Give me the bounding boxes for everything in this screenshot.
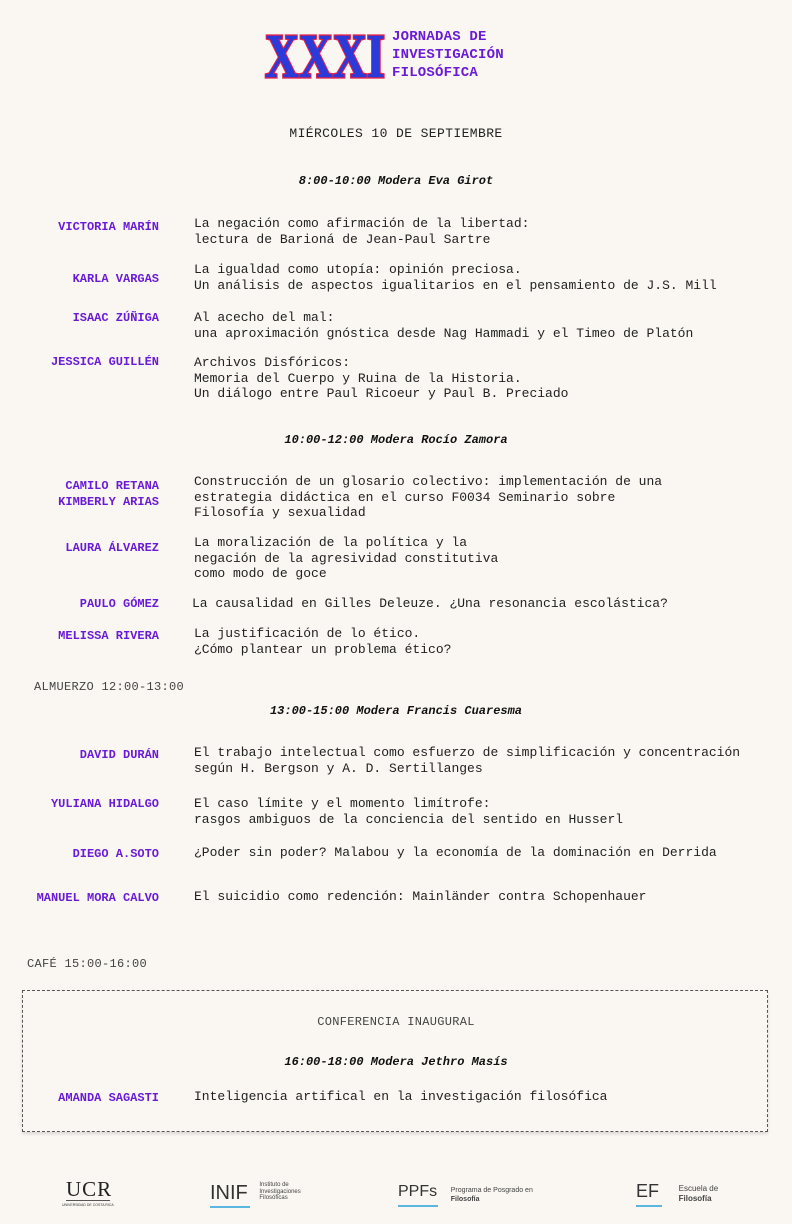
session-heading-3: 13:00-15:00 Modera Francis Cuaresma: [269, 704, 523, 718]
ucr-logo: [62, 1178, 118, 1214]
talk-title-line: negación de la agresividad constitutiva: [194, 550, 499, 566]
conference-speaker: AMANDA SAGASTI: [58, 1091, 159, 1105]
speaker-name: MELISSA RIVERA: [58, 629, 159, 643]
ppfs-logo: [398, 1178, 548, 1214]
ppfs-logo-name: PPFs: [398, 1183, 438, 1200]
logo-line-1: JORNADAS DE: [392, 29, 487, 45]
session-heading-1: 8:00-10:00 Modera Eva Girot: [298, 174, 494, 188]
logo-line-3: FILOSÓFICA: [392, 65, 479, 81]
talk-title: [194, 889, 646, 905]
talk-title-line: La negación como afirmación de la libertad:: [194, 216, 530, 231]
talk-title-line: La igualdad como utopía: opinión preciosa.: [194, 262, 522, 277]
talk-title-line: según H. Bergson y A. D. Sertillanges: [194, 760, 483, 776]
talk-title-line: ¿Cómo plantear un problema ético?: [194, 641, 452, 657]
speaker-name: JESSICA GUILLÉN: [50, 355, 159, 369]
speaker-name: PAULO GÓMEZ: [79, 597, 159, 611]
ppfs-logo-desc: [451, 1186, 533, 1204]
talk-title: [194, 216, 529, 247]
talk-title-line: una aproximación gnóstica desde Nag Hammadi y el Timeo de Platón: [194, 325, 694, 341]
talk-title: [194, 845, 717, 861]
inif-logo-name: INIF: [210, 1182, 248, 1204]
talk-title-line: Archivos Disfóricos:: [194, 355, 351, 370]
ucr-logo-subtitle: UNIVERSIDAD DE COSTA RICA: [62, 1203, 114, 1207]
talk-title-line: Un diálogo entre Paul Ricoeur y Paul B. Preciado: [194, 386, 569, 401]
inif-logo-desc: [259, 1182, 300, 1202]
talk-title-line: El trabajo intelectual como esfuerzo de simplificación y concentración: [194, 745, 741, 760]
lunch-break-label: ALMUERZO 12:00-13:00: [34, 680, 185, 694]
session-heading-2: 10:00-12:00 Modera Rocío Zamora: [284, 433, 508, 447]
speaker-name: VICTORIA MARÍN: [58, 220, 159, 234]
speaker-name: DAVID DURÁN: [79, 748, 159, 762]
talk-title: [194, 310, 693, 341]
talk-title-line: Un análisis de aspectos igualitarios en el pensamiento de J.S. Mill: [194, 277, 717, 293]
talk-title: [194, 796, 623, 827]
xxxi-logo-numeral-shadow: XXXI: [265, 28, 385, 82]
talk-title-line: lectura de Barioná de Jean-Paul Sartre: [194, 231, 491, 247]
inif-desc-line: Investigaciones: [259, 1188, 301, 1195]
ef-logo: [636, 1178, 736, 1214]
talk-title-line: El caso límite y el momento limítrofe:: [194, 796, 491, 811]
talk-title: [194, 262, 717, 293]
ef-logo-desc: [679, 1184, 719, 1204]
talk-title-line: El suicidio como redención: Mainländer contra Schopenhauer: [194, 889, 647, 904]
xxxi-logo-numeral: XXXI: [265, 28, 385, 82]
talk-title-line: rasgos ambiguos de la conciencia del sentido en Husserl: [194, 811, 624, 827]
talk-title-line: La justificación de lo ético.: [194, 626, 421, 641]
talk-title: [194, 535, 498, 582]
talk-title: [194, 745, 740, 776]
talk-title-line: ¿Poder sin poder? Malabou y la economía de la dominación en Derrida: [194, 845, 717, 860]
xxxi-logo: [262, 28, 388, 82]
talk-title: [192, 596, 668, 612]
talk-title-line: Memoria del Cuerpo y Ruina de la Historia.: [194, 370, 522, 386]
date-heading: MIÉRCOLES 10 DE SEPTIEMBRE: [289, 126, 503, 141]
ppfs-desc-line: Programa de Posgrado en: [450, 1187, 533, 1194]
inif-logo: [210, 1178, 320, 1214]
inif-underline: [210, 1206, 250, 1208]
coffee-break-label: CAFÉ 15:00-16:00: [27, 957, 148, 971]
inif-desc-line: Instituto de: [259, 1182, 289, 1188]
inif-desc-line: Filosóficas: [259, 1195, 288, 1202]
speaker-name: DIEGO A.SOTO: [72, 847, 159, 861]
speaker-name: KIMBERLY ARIAS: [58, 495, 159, 509]
ef-logo-name: EF: [636, 1181, 660, 1201]
logo-line-2: INVESTIGACIÓN: [392, 47, 504, 63]
speaker-name: YULIANA HIDALGO: [50, 797, 159, 811]
talk-title: [194, 474, 662, 521]
ppfs-underline: [398, 1205, 438, 1207]
conference-heading: 16:00-18:00 Modera Jethro Masís: [284, 1055, 508, 1069]
talk-title-line: Construcción de un glosario colectivo: implementación de una: [194, 474, 663, 489]
talk-title-line: Filosofía y sexualidad: [194, 505, 366, 520]
ucr-logo-name: UCR: [66, 1177, 113, 1201]
speaker-name: ISAAC ZÚÑIGA: [72, 311, 159, 325]
talk-title: [194, 355, 568, 402]
talk-title-line: La causalidad en Gilles Deleuze. ¿Una resonancia escolástica?: [192, 596, 668, 611]
talk-title-line: Al acecho del mal:: [194, 310, 335, 325]
speaker-name: LAURA ÁLVAREZ: [65, 541, 159, 555]
ef-desc-line: Filosofía: [678, 1194, 712, 1203]
conference-talk-title: Inteligencia artifical en la investigación filosófica: [194, 1089, 608, 1104]
talk-title: [194, 626, 451, 657]
speaker-name: KARLA VARGAS: [72, 272, 159, 286]
ef-desc-line: Escuela de: [678, 1184, 719, 1193]
talk-title-line: La moralización de la política y la: [194, 535, 468, 550]
ef-underline: [636, 1205, 662, 1207]
talk-title-line: estrategia didáctica en el curso F0034 Seminario sobre: [194, 489, 616, 505]
ppfs-desc-line: Filosofía: [450, 1196, 480, 1203]
talk-title-line: como modo de goce: [194, 566, 327, 581]
speaker-name: CAMILO RETANA: [65, 479, 159, 493]
speaker-name: MANUEL MORA CALVO: [36, 891, 159, 905]
conference-title: CONFERENCIA INAUGURAL: [317, 1015, 475, 1029]
